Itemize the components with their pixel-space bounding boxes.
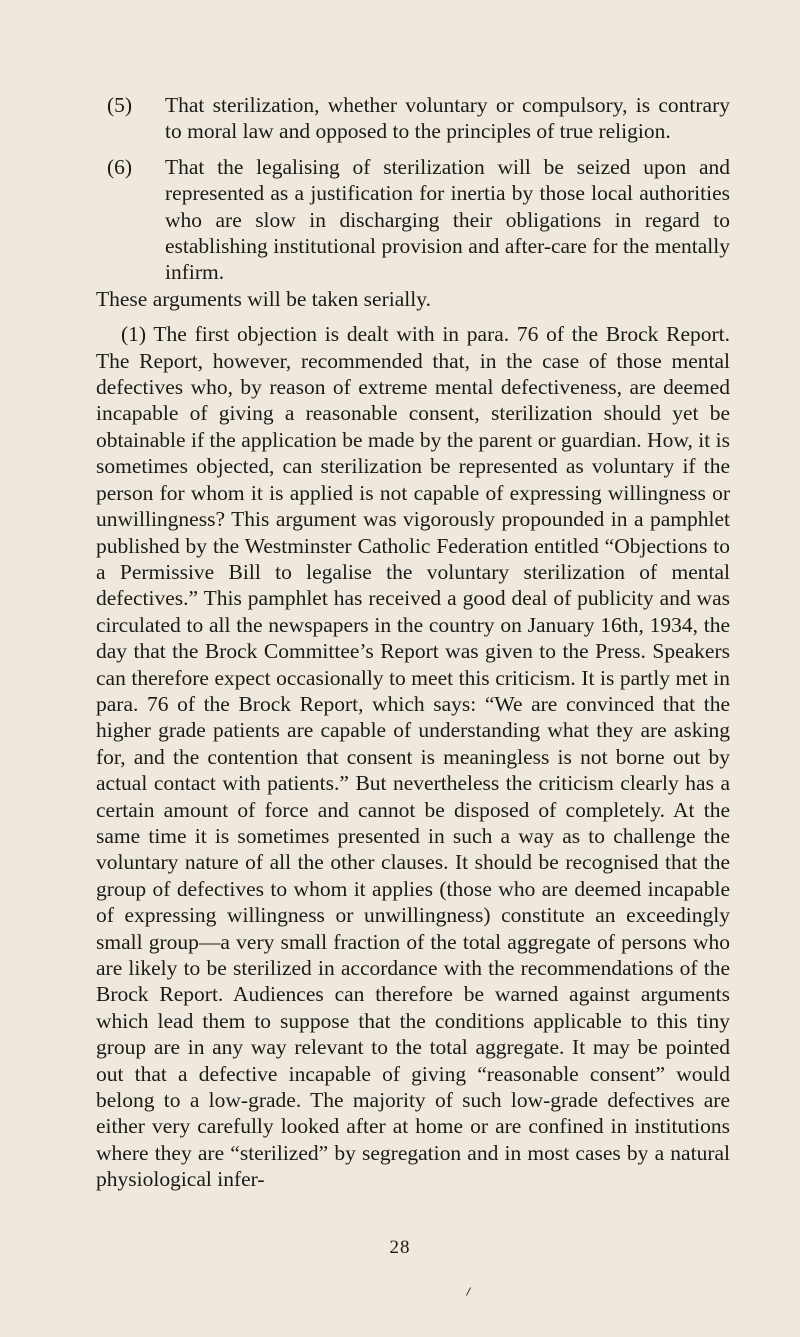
transition-sentence: These arguments will be taken serially. (96, 286, 431, 311)
list-item-6 (96, 154, 730, 286)
stray-mark (466, 1287, 471, 1295)
list-item-5 (96, 92, 730, 145)
list-item-number: (6) (107, 154, 133, 179)
list-item-number: (5) (107, 93, 133, 117)
list-item-text: That sterilization, whether voluntary or compulsory, is contrary to moral law and opposed to the principles of true religion. (165, 93, 730, 144)
body-paragraph: (1) The first objection is dealt with in para. 76 of the Brock Report. The Report, however, recommended that, in the case of those mental defectives who, by reason of extreme mental defectiveness, are deemed incapable of giving a reasonable consent, sterilization should yet be obtainable if the application be made by the parent or guardian. How, it is sometimes objected, can sterilization be represented as voluntary if the person for whom it is applied is not capable of expressing willingness or unwillingness? This argument was vigorously propounded in a pamphlet published by the Westminster Catholic Federation entitled “Objections to a Permissive Bill to legalise the voluntary sterilization of mental defectives.” This pamphlet has received a good deal of publicity and was circulated to all the newspapers in the country on January 16th, 1934, the day that the Brock Committee’s Report was given to the Press. Speakers can therefore expect occasionally to meet this criticism. It is partly met in para. 76 of the Brock Report, which says: “We are convinced that the higher grade patients are capable of understanding what they are asking for, and the contention that consent is meaningless is not borne out by actual contact with patients.” But nevertheless the criticism clearly has a certain amount of force and cannot be disposed of completely. At the same time it is sometimes presented in such a way as to challenge the voluntary nature of all the other clauses. It should be recognised that the group of defectives to whom it applies (those who are deemed incapable of expressing willingness or unwillingness) constitute an exceedingly small group—a very small fraction of the total aggregate of persons who are likely to be sterilized in accordance with the recommendations of the Brock Report. Audiences can therefore be warned against arguments which lead them to suppose that the conditions applicable to this tiny group are in any way relevant to the total aggregate. It may be pointed out that a defective incapable of giving “reasonable consent” would belong to a low-grade. The majority of such low-grade defectives are either very carefully looked after at home or are confined in institutions where they are “sterilized” by segregation and in most cases by a natural physiological infer- (96, 322, 730, 1192)
list-item-text: That the legalising of sterilization will be seized upon and represented as a justification for inertia by those local authorities who are slow in discharging their obligations in regard to establishing institutional provision and after-care for the mentally infirm. (165, 154, 730, 285)
body-text (96, 92, 730, 1193)
page-number: 28 (389, 1237, 411, 1258)
